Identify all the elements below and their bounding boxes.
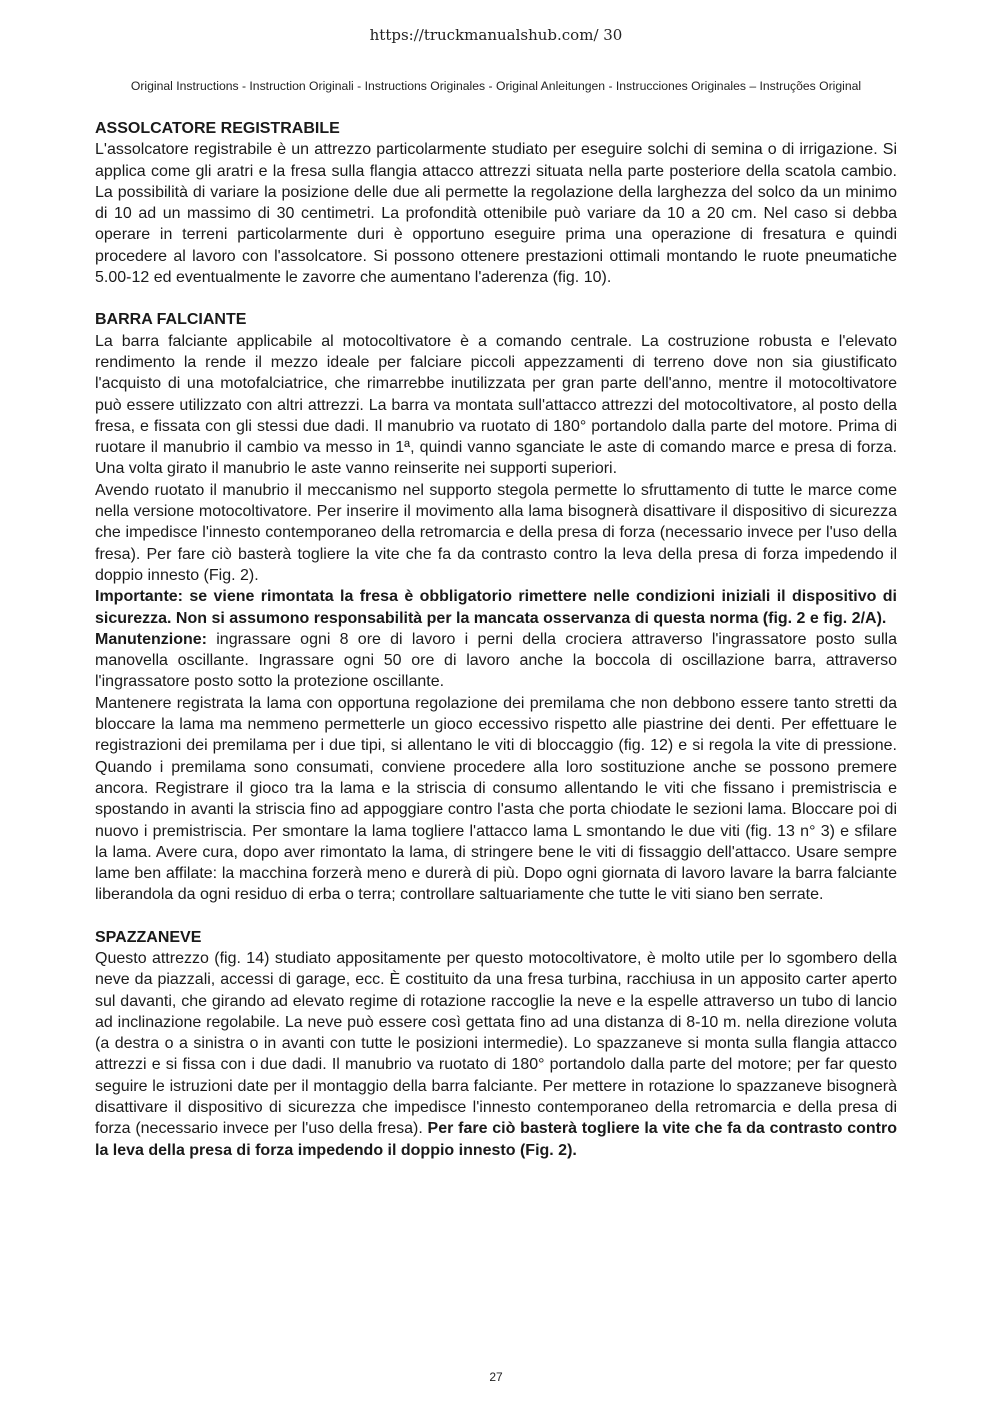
paragraph-barra-3: Mantenere registrata la lama con opportuna regolazione dei premilama che non debbono essere tanto stretti da bloccare la lama ma nemmeno permetterle un gioco eccessivo rispetto alle piastrine dei denti. Per effettuare le registrazioni dei premilama per i due tipi, si allentano le viti di bloccaggio (fig. 12) e si regola la vite di pressione. Quando i premilama sono consumati, conviene procedere alla loro sostituzione anche se possono premere ancora. Registrare il gioco tra la lama e la striscia di consumo allentando le viti che fissano i premistriscia e spostando in avanti la striscia fino ad appoggiare contro l'asta che porta chiodate le sezioni lama. Bloccare poi di nuovo i premistriscia. Per smontare la lama togliere l'attacco lama L smontando le due viti (fig. 13 n° 3) e sfilare la lama. Avere cura, dopo aver rimontato la lama, di stringere bene le viti di fissaggio dell'attacco. Usare sempre lame ben affilate: la macchina forzerà meno e durerà di più. Dopo ogni giornata di lavoro lavare la barra falciante liberandola da ogni residuo di erba o terra; controllare saltuariamente che tutte le viti siano ben serrate. xyxy=(95,694,897,904)
maintenance-label: Manutenzione: xyxy=(95,630,207,648)
section-gap xyxy=(95,906,897,927)
page-number: 27 xyxy=(489,1370,503,1384)
paragraph-spazzaneve xyxy=(95,948,897,1161)
spazzaneve-bold-text: Per fare ciò basterà togliere la vite che fa da contrasto contro la leva della presa di forza impedendo il doppio innesto (Fig. 2). xyxy=(95,1120,898,1159)
section-title-assolcatore: ASSOLCATORE REGISTRABILE xyxy=(95,120,340,137)
section-title-barra-falciante: BARRA FALCIANTE xyxy=(95,311,247,329)
paragraph-barra-1: La barra falciante applicabile al motocoltivatore è a comando centrale. La costruzione robusta e l'elevato rendimento la rende il mezzo ideale per falciare piccoli appezzamenti di terreno dove non sia giustificato l'acquisto di una motofalciatrice, che rimarrebbe inutilizzata per gran parte dell'anno, mentre il motocoltivatore può essere utilizzato con altri attrezzi. La barra va montata sull'attacco attrezzi del motocoltivatore, al posto della fresa, e fissata con gli stessi due dadi. Il manubrio va ruotato di 180° portandolo dalla parte del motore. Prima di ruotare il manubrio il cambio va messo in 1ª, quindi vanno sganciate le aste di comando marce e presa di forza. Una volta girato il manubrio le aste vanno reinserite nei supporti superiori. xyxy=(95,332,897,478)
important-note-text: Importante: se viene rimontata la fresa è obbligatorio rimettere nelle condizioni iniziali il dispositivo di sicurezza. Non si assumono responsabilità per la mancata osservanza di questa norma (fig. 2 e fig. 2/A). xyxy=(95,588,897,627)
document-body xyxy=(95,118,897,1161)
spazzaneve-text: Questo attrezzo (fig. 14) studiato appositamente per questo motocoltivatore, è molto utile per lo sgombero della neve da piazzali, accessi di garage, ecc. È costituito da una fresa turbina, racchiusa in un apposito carter aperto sul davanti, che girando ad elevato regime di rotazione raccoglie la neve e la espelle attraverso un tubo di lancio ad inclinazione regolabile. La neve può essere così gettata fino ad una distanza di 8-10 m. nella direzione voluta (a destra o a sinistra o in avanti con tutte le posizioni intermedie). Lo spazzaneve si monta sulla flangia attacco attrezzi e si fissa con i due dadi. Il manubrio va ruotato di 180° portandolo dalla parte del motore; per far questo seguire le istruzioni date per il montaggio della barra falciante. Per mettere in rotazione lo spazzaneve bisognerà disattivare il dispositivo di sicurezza che impedisce l'innesto contemporaneo della retromarcia e della presa di forza (necessario invece per l'uso della fresa). xyxy=(95,949,897,1138)
source-url: https://truckmanualshub.com/ 30 xyxy=(369,26,623,44)
page-header: Original Instructions - Instruction Originali - Instructions Originales - Original Anleitungen - Instrucciones Originales – Instruções Original xyxy=(130,79,862,93)
maintenance-text: ingrassare ogni 8 ore di lavoro i perni della crociera attraverso l'ingrassatore posto sulla manovella oscillante. Ingrassare ogni 50 ore di lavoro anche la boccola di oscillazione barra, attraverso l'ingrassatore posto sotto la protezione oscillante. xyxy=(95,630,897,691)
maintenance-paragraph xyxy=(95,629,897,693)
section-gap xyxy=(95,288,897,309)
section-title-spazzaneve: SPAZZANEVE xyxy=(95,928,202,946)
paragraph-barra-2: Avendo ruotato il manubrio il meccanismo nel supporto stegola permette lo sfruttamento di tutte le marce come nella versione motocoltivatore. Per inserire il movimento alla lama bisognerà disattivare il dispositivo di sicurezza che impedisce l'innesto contemporaneo della retromarcia e della presa di forza (necessario invece per l'uso della fresa). Per fare ciò basterà togliere la vite che fa da contrasto contro la leva della presa di forza impedendo il doppio innesto (Fig. 2). xyxy=(95,481,897,584)
important-note xyxy=(95,586,897,629)
paragraph-assolcatore: L'assolcatore registrabile è un attrezzo particolarmente studiato per eseguire solchi di semina o di irrigazione. Si applica come gli aratri e la fresa sulla flangia attacco attrezzi situata nella parte posteriore della scatola cambio. La possibilità di variare la posizione delle due ali permette la regolazione della larghezza del solco da un minimo di 10 ad un massimo di 30 centimetri. La profondità ottenibile può variare da 10 a 20 cm. Nel caso si debba operare in terreni particolarmente duri è opportuno eseguire prima una operazione di fresatura e quindi procedere al lavoro con l'assolcatore. Si possono ottenere prestazioni ottimali montando le ruote pneumatiche 5.00-12 ed eventualmente le zavorre che aumentano l'aderenza (fig. 10). xyxy=(95,141,897,287)
